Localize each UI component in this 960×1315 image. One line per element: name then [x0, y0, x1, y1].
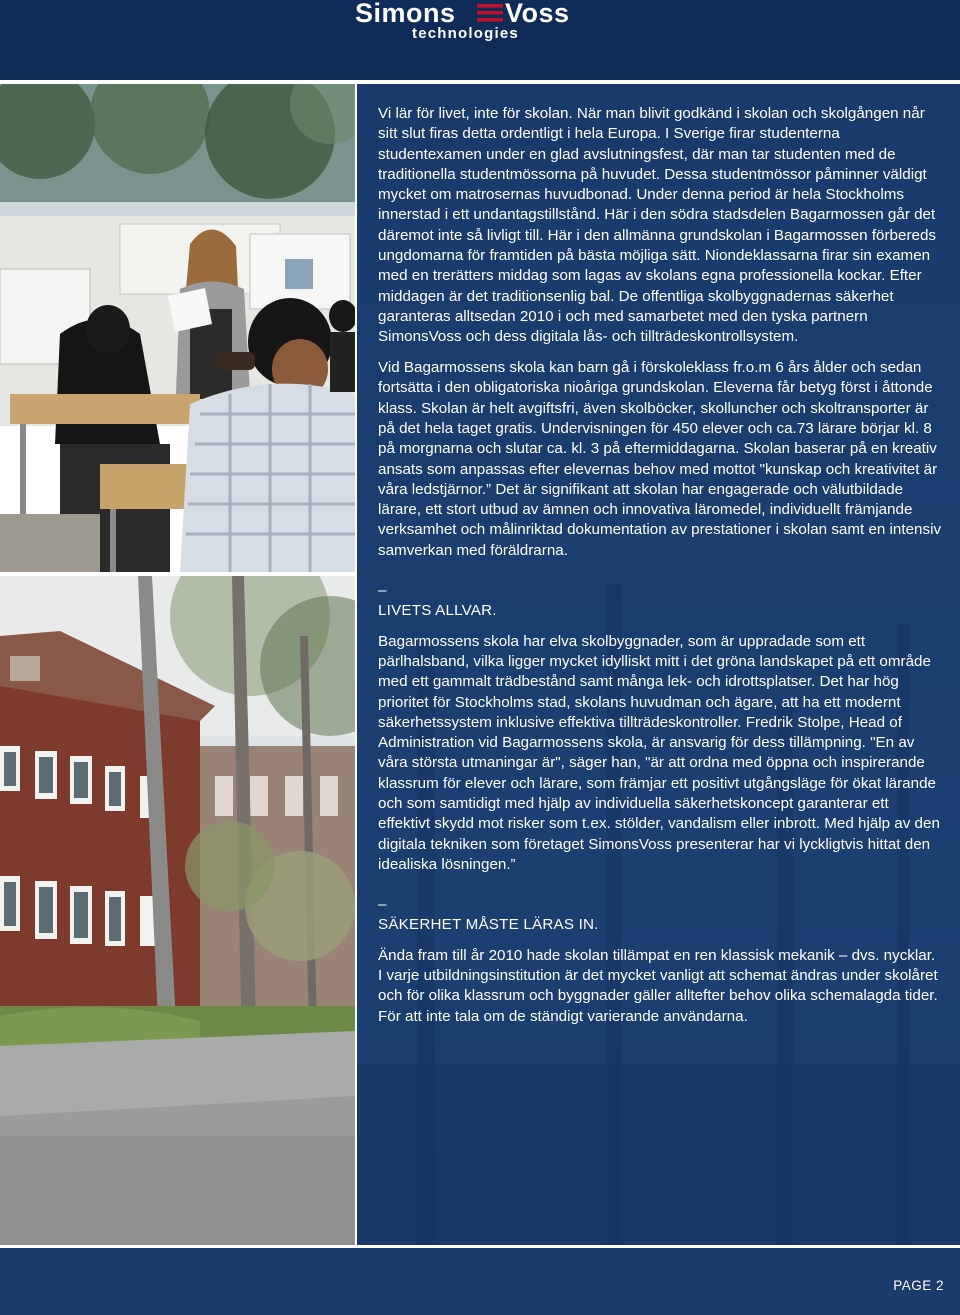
section-heading-livets-allvar: LIVETS ALLVAR. [378, 602, 497, 620]
paragraph-buildings: Bagarmossens skola har elva skolbyggnader, som är uppradade som ett pärlhalsband, vilka ligger mycket idylliskt mitt i det gröna landskapet på ett område med ett gammalt trädbestånd samt många lek- och idrottsplatser. Det har hög prioritet för Stockholms stad, skolans huvudman och ägare, att ha ett modernt säkerhetssystem inklusive effektiva tillträdeskontroller. Fredrik Stolpe, Head of Administration vid Bagarmossens skola, är ansvarig för dess tillämpning. "En av våra största utmaningar är", säger han, "är att ordna med öppna och inspirerande klassrum för elever och lärare, som främjar ett positivt utgångsläge för ökat lärande och som samtidigt med hjälp av individuella säkerhetskoncept garanterar ett effektivt skydd mot risker som t.ex. stölder, vandalism eller inbrott. Med hjälp av den digitala tekniken som företaget SimonsVoss presenterar har vi lyckligtvis hittat den idealiska lösningen.” [378, 632, 940, 873]
section-divider-2: – [378, 896, 387, 914]
article-body [378, 104, 943, 1037]
logo-stripes-icon [477, 3, 503, 23]
text-panel [357, 84, 960, 1245]
logo-tagline: technologies [412, 25, 519, 42]
simonsvoss-logo [355, 2, 605, 42]
logo-word-simons: Simons [355, 0, 456, 28]
page-number: PAGE 2 [893, 1278, 944, 1293]
school-building-photo [0, 576, 355, 1245]
photo-column [0, 84, 355, 1245]
section-divider-1: – [378, 582, 387, 600]
classroom-photo [0, 84, 355, 572]
paragraph-intro: Vi lär för livet, inte för skolan. När man blivit godkänd i skolan och skolgången når sitt slut firas detta ordentligt i hela Europa. I Sverige firar studenterna studentexamen under en glad avslutningsfest, där man tar studenten med de traditionella studentmössorna på huvudet. Dessa studentmössor påminner väldigt mycket om matrosernas huvudbonad. Under denna period är hela Stockholms innerstad i ett undantagstillstånd. Här i den södra stadsdelen Bagarmossen går det däremot inte så livligt till. Här i den allmänna grundskolan i Bagarmossen förbereds ungdomarna för framtiden på bästa möjliga sätt. Niondeklassarna firar sin examen med en trerätters middag som lagas av skolans egna professionella kockar. Efter middagen är det traditionsenlig bal. De offentliga skolbyggnadernas säkerhet garanteras alltsedan 2010 i och med samarbetet med den tyska partnern SimonsVoss och dess digitala lås- och tillträdeskontrollsystem. [378, 105, 936, 346]
section-heading-sakerhet: SÄKERHET MÅSTE LÄRAS IN. [378, 916, 599, 934]
logo-word-voss: Voss [505, 0, 570, 28]
footer-bar [0, 1248, 960, 1315]
paragraph-mechanics: Ända fram till år 2010 hade skolan tillämpat en ren klassisk mekanik – dvs. nycklar. I varje utbildningsinstitution är det mycket vanligt att schemat ändras under skolåret och för olika klassrum och byggnader gäller alltefter behov olika schemalagda tider. För att inte tala om de ständigt varierande användarna. [378, 946, 938, 1025]
header-bar [0, 0, 960, 80]
paragraph-school-info: Vid Bagarmossens skola kan barn gå i förskoleklass fr.o.m 6 års ålder och sedan fortsätta i den obligatoriska nioåriga grundskolan. Eleverna får betyg först i åttonde klass. Skolan är helt avgiftsfri, även skolböcker, skolluncher och skoltransporter är på det hela taget gratis. Undervisningen för 450 elever och ca.73 lärare börjar kl. 8 på morgnarna och slutar ca. kl. 3 på eftermiddagarna. Skolan baserar på en kreativ ansats som anpassas efter elevernas behov med mottot "kunskap och kreativitet är våra ledstjärnor.” Det är signifikant att skolan har engagerade och välutbildade lärare, ett stort utbud av ämnen och innovativa läromedel, individuellt främjande verksamhet och målinriktad dokumentation av prestationer i skolan samt en intensiv samverkan med föräldrarna. [378, 359, 942, 559]
